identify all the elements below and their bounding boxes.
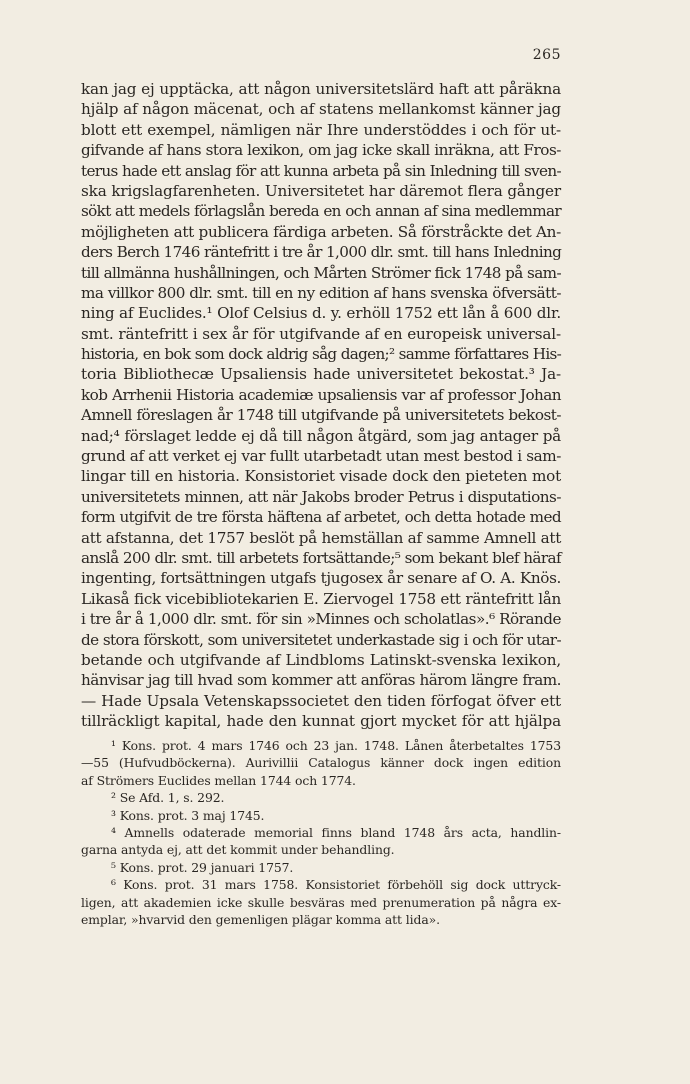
footnote-5: ⁵ Kons. prot. 29 januari 1757. — [111, 859, 294, 875]
body-line: toria Bibliothecæ Upsaliensis hade universitetet bekostat.³ Ja- — [81, 365, 561, 384]
body-line: betande och utgifvande af Lindbloms Latinskt-svenska lexikon, — [81, 650, 561, 669]
body-line: grund af att verket ej var fullt utarbetadt utan mest bestod i sam- — [81, 447, 561, 466]
body-line: till allmänna hushållningen, och Mårten Strömer fick 1748 på sam- — [81, 263, 561, 282]
footnote-1-cont: —55 (Hufvudböckerna). Aurivillii Catalogus känner dock ingen edition — [81, 755, 561, 771]
body-line: gifvande af hans stora lexikon, om jag icke skall inräkna, att Fros- — [81, 141, 561, 160]
body-line: ska krigslagfarenheten. Universitetet har däremot flera gånger — [81, 181, 561, 200]
body-line: terus hade ett anslag för att kunna arbeta på sin Inledning till sven- — [81, 161, 561, 180]
body-line: Likaså fick vicebibliotekarien E. Ziervogel 1758 ett räntefritt lån — [81, 589, 561, 608]
page-number: 265 — [532, 47, 561, 63]
body-line: tillräckligt kapital, hade den kunnat gjort mycket för att hjälpa — [81, 712, 561, 731]
body-line: smt. räntefritt i sex år för utgifvande af en europeisk universal- — [81, 324, 561, 343]
body-line: — Hade Upsala Vetenskapssocietet den tiden förfogat öfver ett — [81, 691, 561, 710]
body-line: ning af Euclides.¹ Olof Celsius d. y. erhöll 1752 ett lån å 600 dlr. — [81, 304, 561, 323]
body-line: sökt att medels förlagslån bereda en och annan af sina medlemmar — [81, 202, 561, 221]
body-line: lingar till en historia. Konsistoriet visade dock den pieteten mot — [81, 467, 561, 486]
body-line: universitetets minnen, att när Jakobs broder Petrus i disputations- — [81, 487, 561, 506]
body-line: hjälp af någon mäcenat, och af statens mellankomst känner jag — [81, 100, 561, 119]
body-line: ma villkor 800 dlr. smt. till en ny edition af hans svenska öfversätt- — [81, 283, 561, 302]
footnote-6-cont: ligen, att akademien icke skulle besväras med prenumeration på några ex- — [81, 894, 561, 910]
body-text — [81, 79, 561, 732]
body-line: kob Arrhenii Historia academiæ upsaliensis var af professor Johan — [81, 385, 561, 404]
body-line: blott ett exempel, nämligen när Ihre understöddes i och för ut- — [81, 120, 561, 139]
footnote-6: ⁶ Kons. prot. 31 mars 1758. Konsistoriet förbehöll sig dock uttryck- — [111, 877, 561, 893]
body-line: möjligheten att publicera färdiga arbeten. Så förstråckte det An- — [81, 222, 561, 241]
body-line: historia, en bok som dock aldrig såg dagen;² samme författares His- — [81, 345, 561, 364]
body-line: de stora förskott, som universitetet underkastade sig i och för utar- — [81, 630, 561, 649]
body-line: hänvisar jag till hvad som kommer att anföras härom längre fram. — [81, 671, 561, 690]
footnote-1-cont: af Strömers Euclides mellan 1744 och 1774. — [81, 772, 356, 788]
footnote-4: ⁴ Amnells odaterade memorial finns bland 1748 års acta, handlin- — [111, 824, 561, 840]
footnotes — [81, 737, 561, 928]
footnote-1: ¹ Kons. prot. 4 mars 1746 och 23 jan. 1748. Lånen återbetaltes 1753 — [111, 738, 561, 753]
body-line: Amnell föreslagen år 1748 till utgifvande på universitetets bekost- — [81, 406, 561, 425]
body-line: kan jag ej upptäcka, att någon universitetslärd haft att påräkna — [81, 80, 561, 98]
footnote-3: ³ Kons. prot. 3 maj 1745. — [111, 807, 265, 823]
body-line: anslå 200 dlr. smt. till arbetets fortsättande;⁵ som bekant blef häraf — [81, 548, 561, 567]
body-line: nad;⁴ förslaget ledde ej då till någon åtgärd, som jag antager på — [81, 426, 561, 445]
body-line: form utgifvit de tre första häftena af arbetet, och detta hotade med — [81, 508, 561, 527]
body-line: att afstanna, det 1757 beslöt på hemställan af samme Amnell att — [81, 528, 561, 547]
footnote-6-cont: emplar, »hvarvid den gemenligen plägar komma att lida». — [81, 911, 440, 927]
body-line: ingenting, fortsättningen utgafs tjugosex år senare af O. A. Knös. — [81, 569, 561, 588]
body-line: i tre år å 1,000 dlr. smt. för sin »Minnes och scholatlas».⁶ Rörande — [81, 610, 561, 629]
footnote-2: ² Se Afd. 1, s. 292. — [111, 790, 225, 806]
footnote-4-cont: garna antyda ej, att det kommit under behandling. — [81, 842, 395, 858]
body-line: ders Berch 1746 räntefritt i tre år 1,000 dlr. smt. till hans Inledning — [81, 243, 562, 262]
